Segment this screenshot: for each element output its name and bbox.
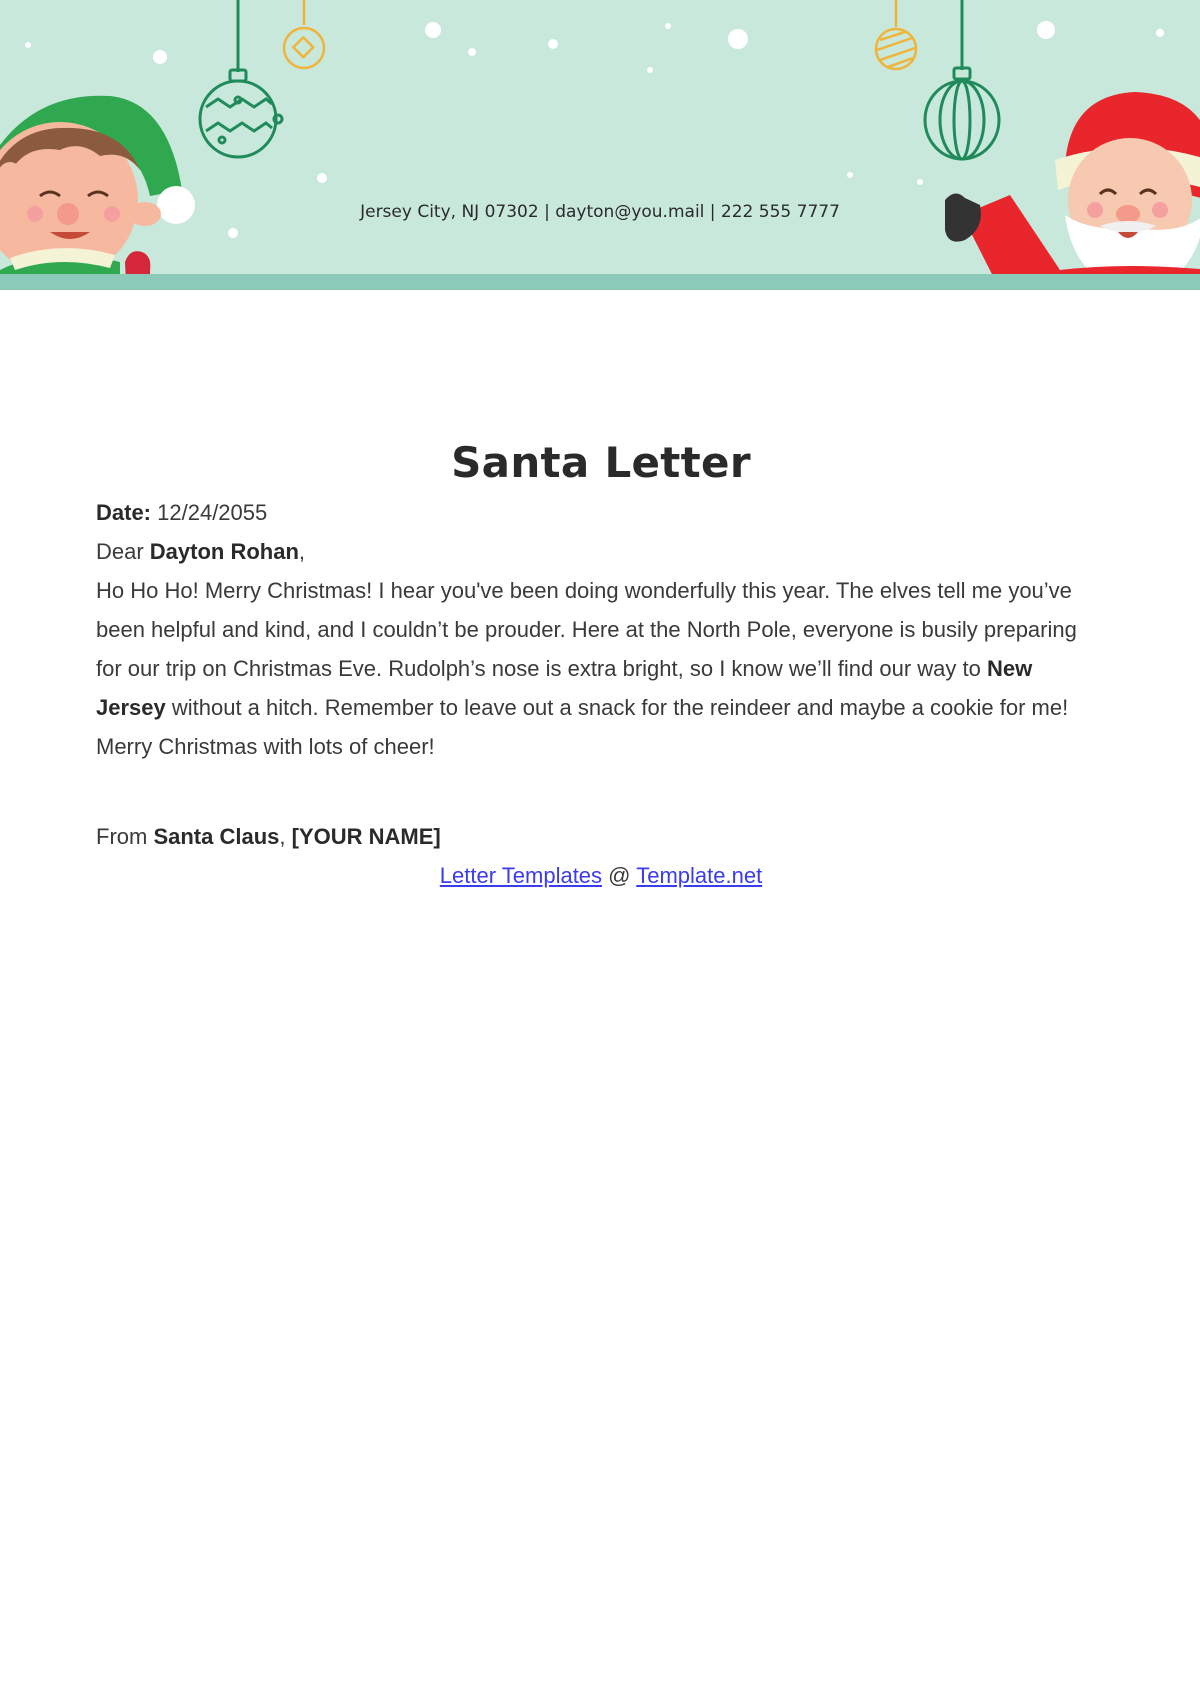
contact-info: Jersey City, NJ 07302 | dayton@you.mail | 222 555 7777 <box>360 202 840 222</box>
header-band <box>0 274 1200 290</box>
body-part-1: Ho Ho Ho! Merry Christmas! I hear you've been doing wonderfully this year. The elves tell me you’ve been helpful and kind, and I couldn’t be prouder. Here at the North Pole, everyone is busily preparing for our trip on Christmas Eve. Rudolph’s nose is extra bright, so I know we’ll find our way to <box>96 578 1077 681</box>
your-name-placeholder: [YOUR NAME] <box>291 824 441 849</box>
ornament-green-right-icon <box>925 0 999 159</box>
signature-line <box>96 817 1106 856</box>
ornament-gold-right-icon <box>876 0 916 69</box>
from-prefix: From <box>96 824 154 849</box>
sender-name: Santa Claus <box>153 824 280 849</box>
date-value: 12/24/2055 <box>157 500 268 525</box>
footer-credit <box>96 856 1106 895</box>
spacer <box>96 766 1106 817</box>
salutation <box>96 532 1106 571</box>
closing-line: Merry Christmas with lots of cheer! <box>96 734 435 759</box>
ornament-green-left-icon <box>200 0 282 157</box>
salutation-prefix: Dear <box>96 539 150 564</box>
page-title: Santa Letter <box>451 438 751 487</box>
from-separator: , <box>279 824 292 849</box>
elf-illustration <box>0 96 195 290</box>
footer-separator: @ <box>602 863 637 888</box>
letter-templates-link[interactable]: Letter Templates <box>439 863 603 888</box>
body-part-2: without a hitch. Remember to leave out a snack for the reindeer and maybe a cookie for me! <box>165 695 1069 720</box>
letter-content <box>96 438 1106 895</box>
salutation-suffix: , <box>298 539 306 564</box>
ornament-gold-left-icon <box>284 0 324 68</box>
recipient-name: Dayton Rohan <box>149 539 299 564</box>
letter-body <box>96 571 1106 727</box>
template-net-link[interactable]: Template.net <box>636 863 763 888</box>
body-place: New Jersey <box>96 656 1033 720</box>
date-label: Date: <box>96 500 152 525</box>
date-line <box>96 493 1106 532</box>
christmas-decoration-art <box>0 0 1200 290</box>
letterhead-banner <box>0 0 1200 290</box>
